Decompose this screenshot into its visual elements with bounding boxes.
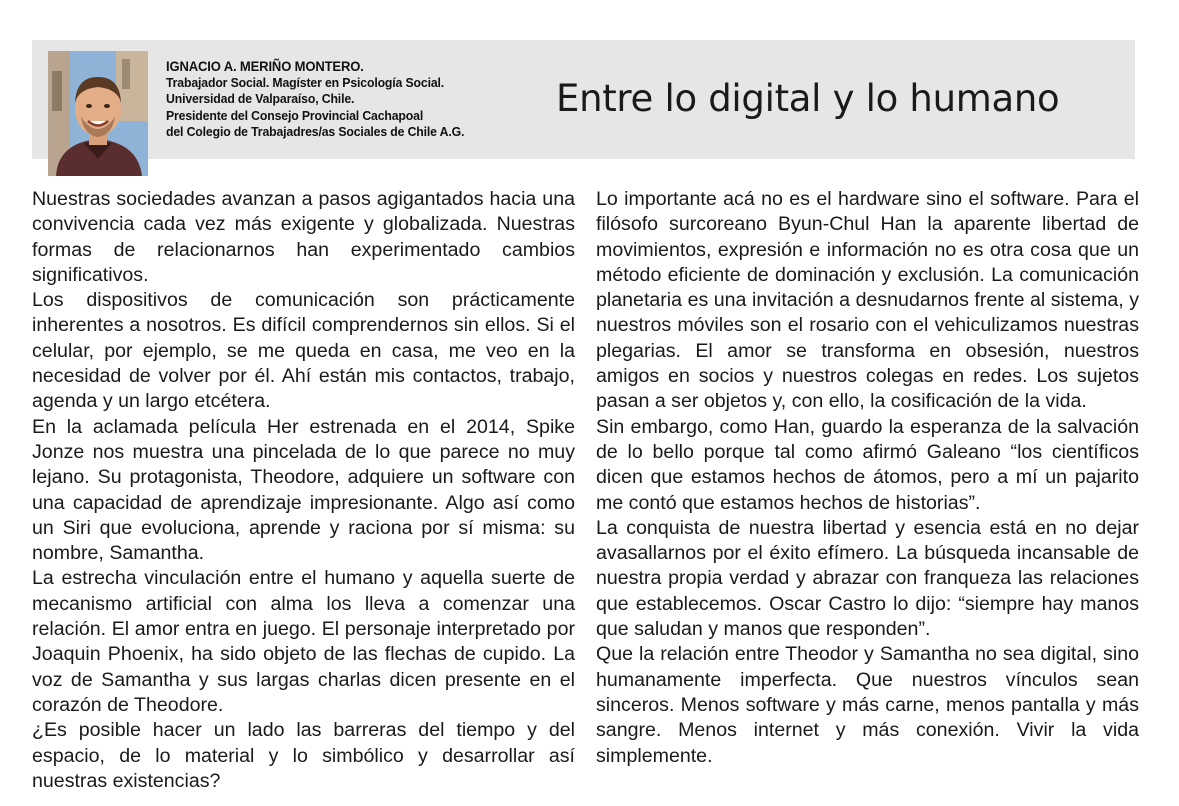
- article-paragraph: Los dispositivos de comunicación son prácticamente inherentes a nosotros. Es difícil comprendernos sin ellos. Si el celular, por ejemplo, se me queda en casa, me veo en la necesidad de volver por él. Ahí están mis contactos, trabajo, agenda y un largo etcétera.: [32, 289, 575, 413]
- author-title-line: Trabajador Social. Magíster en Psicología Social.: [166, 74, 445, 90]
- article-right-column: [596, 187, 1139, 769]
- article-paragraph: Que la relación entre Theodor y Samantha no sea digital, sino humanamente imperfecta. Que nuestros vínculos sean sinceros. Menos software y más carne, menos pantalla y más sangre. Menos internet y más conexión. Vivir la vida simplemente.: [596, 643, 1139, 767]
- author-photo: [48, 51, 148, 176]
- article-paragraph: La conquista de nuestra libertad y esencia está en no dejar avasallarnos por el éxito efímero. La búsqueda incansable de nuestra propia verdad y abrazar con franqueza las relaciones que establecemos. Oscar Castro lo dijo: “siempre hay manos que saludan y manos que responden”.: [596, 516, 1139, 641]
- article-paragraph: En la aclamada película Her estrenada en el 2014, Spike Jonze nos muestra una pincelada de lo que parece no muy lejano. Su protagonista, Theodore, adquiere un software con una capacidad de aprendizaje impresionante. Algo así como un Siri que evoluciona, aprende y raciona por sí misma: su nombre, Samantha.: [32, 415, 575, 565]
- article-headline: Entre lo digital y lo humano: [556, 77, 1060, 120]
- author-name: IGNACIO A. MERIÑO MONTERO.: [166, 58, 364, 74]
- author-title-line: del Colegio de Trabajadres/as Sociales de Chile A.G.: [166, 124, 465, 140]
- author-credit: [166, 58, 519, 141]
- author-title-line: Universidad de Valparaíso, Chile.: [166, 91, 355, 107]
- author-title-line: Presidente del Consejo Provincial Cachapoal: [166, 107, 424, 123]
- article-paragraph: ¿Es posible hacer un lado las barreras del tiempo y del espacio, de lo material y lo simbólico y desarrollar así nuestras existencias?: [32, 719, 575, 792]
- article-paragraph: Nuestras sociedades avanzan a pasos agigantados hacia una convivencia cada vez más exigente y globalizada. Nuestras formas de relacionarnos han experimentado cambios significativos.: [32, 188, 575, 286]
- article-paragraph: Sin embargo, como Han, guardo la esperanza de la salvación de lo bello porque tal como afirmó Galeano “los científicos dicen que estamos hechos de átomos, pero a mí un pajarito me contó que estamos hechos de historias”.: [596, 415, 1139, 514]
- article-paragraph: La estrecha vinculación entre el humano y aquella suerte de mecanismo artificial con alma los lleva a comenzar una relación. El amor entra en juego. El personaje interpretado por Joaquin Phoenix, ha sido objeto de las flechas de cupido. La voz de Samantha y sus largas charlas dicen presente en el corazón de Theodore.: [32, 567, 575, 716]
- article-left-column: [32, 187, 575, 794]
- article-paragraph: Lo importante acá no es el hardware sino el software. Para el filósofo surcoreano Byun-Chul Han la aparente libertad de movimientos, expresión e información no es otra cosa que un método eficiente de dominación y exclusión. La comunicación planetaria es una invitación a desnudarnos frente al sistema, y nuestros móviles son el rosario con el vehiculizamos nuestras plegarias. El amor se transforma en obsesión, nuestros amigos en socios y nuestros colegas en redes. Los sujetos pasan a ser objetos y, con ello, la cosificación de la vida.: [596, 188, 1139, 413]
